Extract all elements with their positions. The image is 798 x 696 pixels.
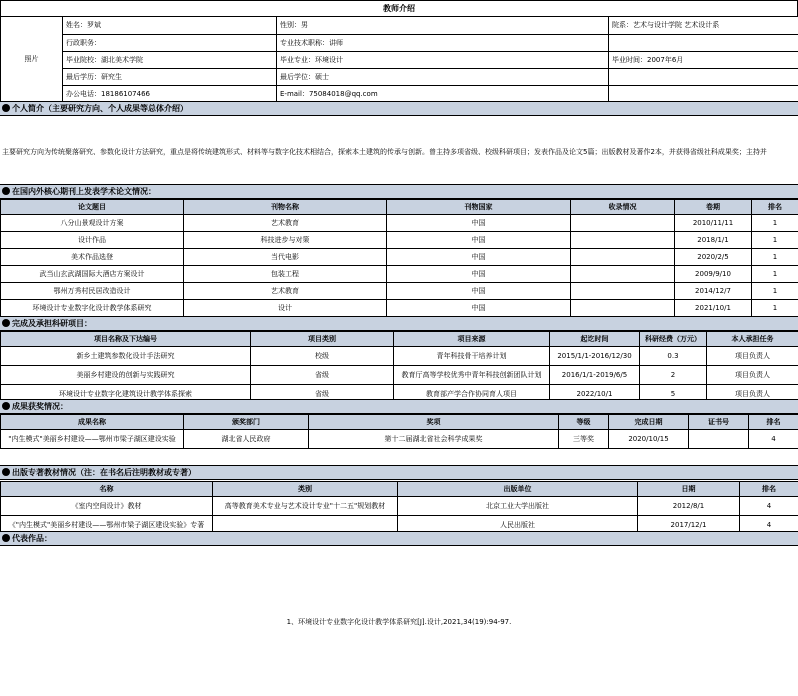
col-header: 科研经费（万元） bbox=[640, 332, 707, 347]
table-cell: 环境设计专业数字化设计教学体系研究 bbox=[1, 300, 184, 317]
table-cell bbox=[571, 232, 675, 249]
photo-cell: 照片 bbox=[1, 17, 63, 103]
table-cell: 项目负责人 bbox=[707, 347, 798, 366]
section-books-header bbox=[0, 465, 798, 480]
col-header: 收录情况 bbox=[571, 200, 675, 215]
table-cell: 《"内生模式"美丽乡村建设——鄂州市梁子湖区建设实验》专著 bbox=[1, 516, 213, 535]
bullet-icon bbox=[2, 104, 10, 112]
table-cell bbox=[571, 249, 675, 266]
table-cell: 1 bbox=[752, 215, 798, 232]
table-row bbox=[1, 283, 798, 300]
table-cell bbox=[571, 283, 675, 300]
table-row bbox=[1, 300, 798, 317]
table-cell: 包装工程 bbox=[184, 266, 387, 283]
section-works-label: 代表作品： bbox=[12, 534, 52, 543]
awards-table bbox=[0, 414, 798, 449]
table-cell: 校级 bbox=[251, 347, 394, 366]
grad-school-field: 毕业院校：湖北美术学院 bbox=[63, 52, 277, 69]
table-cell: 美丽乡村建设的创新与实践研究 bbox=[1, 366, 251, 385]
col-header: 奖项 bbox=[309, 415, 559, 430]
col-header: 项目名称及下达编号 bbox=[1, 332, 251, 347]
col-header: 成果名称 bbox=[1, 415, 184, 430]
bullet-icon bbox=[2, 187, 10, 195]
table-cell: 1 bbox=[752, 283, 798, 300]
table-cell: 高等教育美术专业与艺术设计专业"十二五"规划教材 bbox=[213, 497, 398, 516]
table-cell: 教育部产学合作协同育人项目 bbox=[394, 385, 550, 404]
page-title: 教师介绍 bbox=[0, 0, 798, 17]
col-header: 日期 bbox=[638, 482, 740, 497]
table-cell: 4 bbox=[749, 430, 798, 449]
table-cell: 中国 bbox=[387, 249, 571, 266]
grad-time-field: 毕业时间：2007年6月 bbox=[609, 52, 798, 69]
bullet-icon bbox=[2, 468, 10, 476]
section-projects-label: 完成及承担科研项目： bbox=[12, 319, 92, 328]
section-intro-header bbox=[0, 101, 798, 116]
table-cell: 1 bbox=[752, 300, 798, 317]
table-cell: 5 bbox=[640, 385, 707, 404]
section-projects-header bbox=[0, 316, 798, 331]
table-cell: 武当山玄武湖国际大酒店方案设计 bbox=[1, 266, 184, 283]
table-row bbox=[1, 497, 798, 516]
table-cell: 4 bbox=[740, 497, 798, 516]
works-text: 1、环境设计专业数字化设计教学体系研究[J].设计,2021,34(19):94-97. bbox=[286, 618, 512, 626]
bullet-icon bbox=[2, 319, 10, 327]
college-field: 院系：艺术与设计学院 艺术设计系 bbox=[609, 17, 798, 35]
col-header: 类别 bbox=[213, 482, 398, 497]
table-cell: 艺术教育 bbox=[184, 215, 387, 232]
col-header: 本人承担任务 bbox=[707, 332, 798, 347]
section-awards-label: 成果获奖情况： bbox=[12, 402, 68, 411]
table-cell: 人民出版社 bbox=[398, 516, 638, 535]
table-cell: 教育厅高等学校优秀中青年科技创新团队计划 bbox=[394, 366, 550, 385]
phone-field: 办公电话：18186107466 bbox=[63, 86, 277, 103]
table-cell: 2 bbox=[640, 366, 707, 385]
table-cell: 2022/10/1 bbox=[550, 385, 640, 404]
table-cell: 湖北省人民政府 bbox=[184, 430, 309, 449]
name-field: 姓名：罗斌 bbox=[63, 17, 277, 35]
grad-major-field: 毕业专业：环境设计 bbox=[277, 52, 609, 69]
section-papers-label: 在国内外核心期刊上发表学术论文情况： bbox=[12, 187, 156, 196]
table-cell: 《室内空间设计》教材 bbox=[1, 497, 213, 516]
col-header: 排名 bbox=[752, 200, 798, 215]
col-header: 项目类别 bbox=[251, 332, 394, 347]
table-cell: 1 bbox=[752, 232, 798, 249]
pro-title-field: 专业技术职称：讲师 bbox=[277, 35, 609, 52]
table-cell: 2015/1/1-2016/12/30 bbox=[550, 347, 640, 366]
table-cell: 2016/1/1-2019/6/5 bbox=[550, 366, 640, 385]
table-cell: 4 bbox=[740, 516, 798, 535]
bullet-icon bbox=[2, 534, 10, 542]
papers-table bbox=[0, 199, 798, 317]
col-header: 出版单位 bbox=[398, 482, 638, 497]
email-field: E-mail：75084018@qq.com bbox=[277, 86, 609, 103]
table-cell: 1 bbox=[752, 249, 798, 266]
col-header: 完成日期 bbox=[609, 415, 689, 430]
section-papers-header bbox=[0, 184, 798, 199]
table-cell: 中国 bbox=[387, 283, 571, 300]
col-header: 颁奖部门 bbox=[184, 415, 309, 430]
table-cell: 2021/10/1 bbox=[675, 300, 752, 317]
section-books-label: 出版专著教材情况（注：在书名后注明教材或专著） bbox=[12, 468, 196, 477]
table-row bbox=[1, 266, 798, 283]
table-cell: 2020/2/5 bbox=[675, 249, 752, 266]
projects-table bbox=[0, 331, 798, 404]
table-cell: 0.3 bbox=[640, 347, 707, 366]
col-header: 刊物国家 bbox=[387, 200, 571, 215]
table-row bbox=[1, 249, 798, 266]
table-cell: 中国 bbox=[387, 215, 571, 232]
table-cell: 中国 bbox=[387, 232, 571, 249]
section-works-header bbox=[0, 531, 798, 546]
table-cell: 新乡土建筑参数化设计手法研究 bbox=[1, 347, 251, 366]
table-cell: 设计 bbox=[184, 300, 387, 317]
table-cell bbox=[571, 266, 675, 283]
table-cell: 中国 bbox=[387, 266, 571, 283]
table-cell: 三等奖 bbox=[559, 430, 609, 449]
table-cell: 1 bbox=[752, 266, 798, 283]
table-cell: 第十二届湖北省社会科学成果奖 bbox=[309, 430, 559, 449]
degree-field: 最后学位：硕士 bbox=[277, 69, 609, 86]
table-cell: 2014/12/7 bbox=[675, 283, 752, 300]
table-cell: 2012/8/1 bbox=[638, 497, 740, 516]
table-cell: 2020/10/15 bbox=[609, 430, 689, 449]
table-cell: 2009/9/10 bbox=[675, 266, 752, 283]
col-header: 卷期 bbox=[675, 200, 752, 215]
empty-cell bbox=[609, 35, 798, 52]
table-row bbox=[1, 366, 798, 385]
intro-text: 主要研究方向为传统聚落研究、参数化设计方法研究，重点是将传统建筑形式、材料等与数字化技术相结合，探索本土建筑的传承与创新。曾主持多项省级、校级科研项目；发表作品及论文5篇；出版教材及著作2本，并获得省级社科成果奖；主持并 bbox=[2, 148, 767, 156]
table-cell: 美术作品选登 bbox=[1, 249, 184, 266]
table-cell: 八分山景观设计方案 bbox=[1, 215, 184, 232]
table-cell: "内生模式"美丽乡村建设——鄂州市梁子湖区建设实验 bbox=[1, 430, 184, 449]
table-cell: 环境设计专业数字化建筑设计教学体系探索 bbox=[1, 385, 251, 404]
col-header: 名称 bbox=[1, 482, 213, 497]
col-header: 论文题目 bbox=[1, 200, 184, 215]
table-cell: 中国 bbox=[387, 300, 571, 317]
table-cell bbox=[571, 300, 675, 317]
section-awards-header bbox=[0, 399, 798, 414]
col-header: 证书号 bbox=[689, 415, 749, 430]
books-table bbox=[0, 481, 798, 535]
table-cell: 省级 bbox=[251, 366, 394, 385]
table-cell: 当代电影 bbox=[184, 249, 387, 266]
table-cell: 项目负责人 bbox=[707, 385, 798, 404]
bullet-icon bbox=[2, 402, 10, 410]
table-cell: 省级 bbox=[251, 385, 394, 404]
table-cell: 青年科技骨干培养计划 bbox=[394, 347, 550, 366]
table-cell: 2017/12/1 bbox=[638, 516, 740, 535]
col-header: 刊物名称 bbox=[184, 200, 387, 215]
col-header: 项目来源 bbox=[394, 332, 550, 347]
table-cell bbox=[689, 430, 749, 449]
admin-title-field: 行政职务： bbox=[63, 35, 277, 52]
table-cell: 北京工业大学出版社 bbox=[398, 497, 638, 516]
col-header: 排名 bbox=[740, 482, 798, 497]
education-field: 最后学历：研究生 bbox=[63, 69, 277, 86]
table-row bbox=[1, 347, 798, 366]
table-cell: 2010/11/11 bbox=[675, 215, 752, 232]
table-cell: 艺术教育 bbox=[184, 283, 387, 300]
table-cell: 项目负责人 bbox=[707, 366, 798, 385]
col-header: 排名 bbox=[749, 415, 798, 430]
info-table bbox=[0, 16, 798, 103]
table-row bbox=[1, 430, 798, 449]
section-intro-label: 个人简介（主要研究方向、个人成果等总体介绍） bbox=[12, 104, 188, 113]
col-header: 等级 bbox=[559, 415, 609, 430]
table-row bbox=[1, 232, 798, 249]
gender-field: 性别：男 bbox=[277, 17, 609, 35]
table-cell bbox=[571, 215, 675, 232]
empty-cell bbox=[609, 86, 798, 103]
empty-cell bbox=[609, 69, 798, 86]
table-cell: 2018/1/1 bbox=[675, 232, 752, 249]
table-cell: 设计作品 bbox=[1, 232, 184, 249]
table-cell: 鄂州万秀村民居改造设计 bbox=[1, 283, 184, 300]
table-row bbox=[1, 215, 798, 232]
col-header: 起讫时间 bbox=[550, 332, 640, 347]
table-cell: 科技进步与对策 bbox=[184, 232, 387, 249]
